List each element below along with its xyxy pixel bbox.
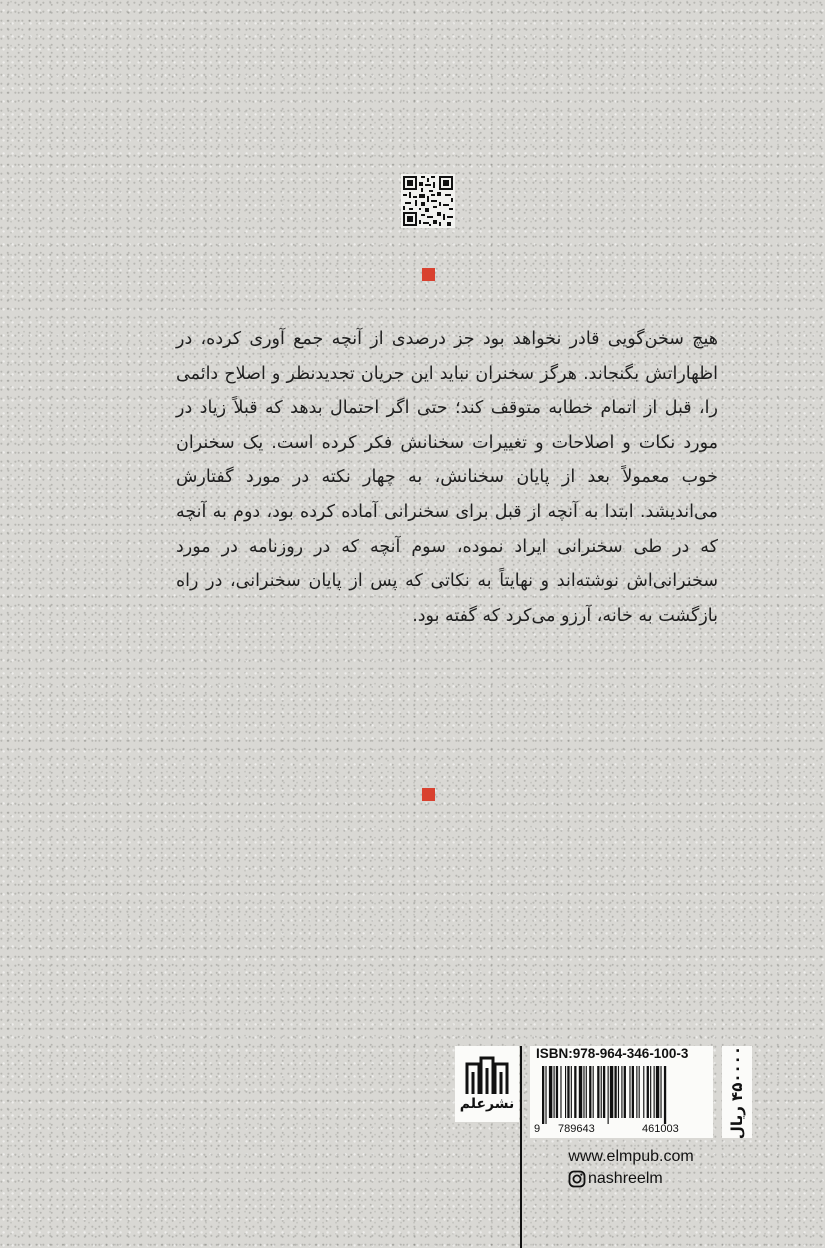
- barcode-bar: [618, 1066, 619, 1118]
- barcode-bar: [560, 1066, 561, 1118]
- barcode-bar: [574, 1066, 576, 1118]
- barcode-bar: [656, 1066, 659, 1118]
- instagram-icon: [568, 1170, 586, 1188]
- barcode-bar: [632, 1066, 634, 1118]
- barcode-bar: [639, 1066, 640, 1118]
- qr-code-icon: [401, 174, 455, 228]
- isbn-label: ISBN:978-964-346-100-3: [536, 1046, 689, 1061]
- barcode-bar: [542, 1066, 544, 1124]
- instagram-handle-text: nashreelm: [588, 1170, 663, 1187]
- body-paragraph: هیچ سخن‌گویی قادر نخواهد بود جز درصدی از آنچه جمع آوری کرده، در اظهاراتش بگنجاند. هرگز سخنران نباید این جریان تجدیدنظر و اصلاح دائمی را، قبل از اتمام خطابه متوقف کند؛ حتی اگر احتمال بدهد که قبلاً زیاد در مورد نکات و اصلاحات و تغییرات سخنانش فکر کرده است. یک سخنران خوب معمولاً بعد از پایان سخنانش، به چهار نکته در مورد گفتارش می‌اندیشد. ابتدا به آنچه از قبل برای سخنرانی آماده کرده بود، دوم به آنچه که در طی سخنرانی ایراد نموده، سوم آنچه که در روزنامه در مورد سخنرانی‌اش نوشته‌اند و نهایتاً به نکاتی که پس از پایان سخنرانی، در راه بازگشت به خانه، آرزو می‌کرد که گفته بود.: [176, 329, 718, 626]
- barcode-bar: [567, 1066, 569, 1118]
- barcode-bar: [621, 1066, 622, 1118]
- barcode-bar: [601, 1066, 602, 1118]
- barcode-bar: [660, 1066, 661, 1118]
- barcode-bar: [586, 1066, 587, 1118]
- publisher-logo: [455, 1046, 519, 1122]
- barcode-bar: [664, 1066, 666, 1124]
- back-cover-text: [176, 322, 718, 633]
- barcode: [530, 1046, 713, 1138]
- barcode-bar: [565, 1066, 566, 1118]
- publisher-logo-icon: [463, 1054, 511, 1096]
- barcode-bar: [589, 1066, 591, 1118]
- publisher-website: www.elmpub.com: [568, 1148, 694, 1165]
- instagram-handle: [568, 1168, 663, 1190]
- barcode-bar: [643, 1066, 644, 1118]
- barcode-bar: [579, 1066, 582, 1118]
- barcode-bar: [624, 1066, 626, 1118]
- barcode-bar: [629, 1066, 630, 1118]
- barcode-bar: [603, 1066, 605, 1118]
- barcode-bar: [545, 1066, 546, 1124]
- barcode-bar: [614, 1066, 616, 1118]
- barcode-bar: [597, 1066, 599, 1118]
- price-tag: [722, 1046, 752, 1138]
- publisher-name: نشرعلم: [459, 1096, 515, 1112]
- price-text: ۴۵۰۰۰۰ ریال: [728, 1046, 746, 1140]
- divider-line: [520, 1046, 522, 1248]
- barcode-bar: [554, 1066, 555, 1118]
- barcode-bars: [538, 1066, 708, 1124]
- barcode-bar: [636, 1066, 637, 1118]
- barcode-bar: [608, 1066, 609, 1124]
- barcode-bar: [593, 1066, 594, 1118]
- barcode-left-digits: 789643: [558, 1123, 595, 1135]
- barcode-bar: [549, 1066, 552, 1118]
- barcode-bar: [583, 1066, 584, 1118]
- barcode-bar: [571, 1066, 572, 1118]
- barcode-bar: [647, 1066, 649, 1118]
- barcode-bar: [556, 1066, 558, 1118]
- section-marker-bottom: [422, 788, 435, 801]
- barcode-right-digits: 461003: [642, 1123, 679, 1135]
- barcode-bar: [654, 1066, 655, 1118]
- barcode-lead-digit: 9: [534, 1123, 541, 1135]
- barcode-bar: [610, 1066, 613, 1118]
- barcode-bar: [650, 1066, 651, 1118]
- section-marker-top: [422, 268, 435, 281]
